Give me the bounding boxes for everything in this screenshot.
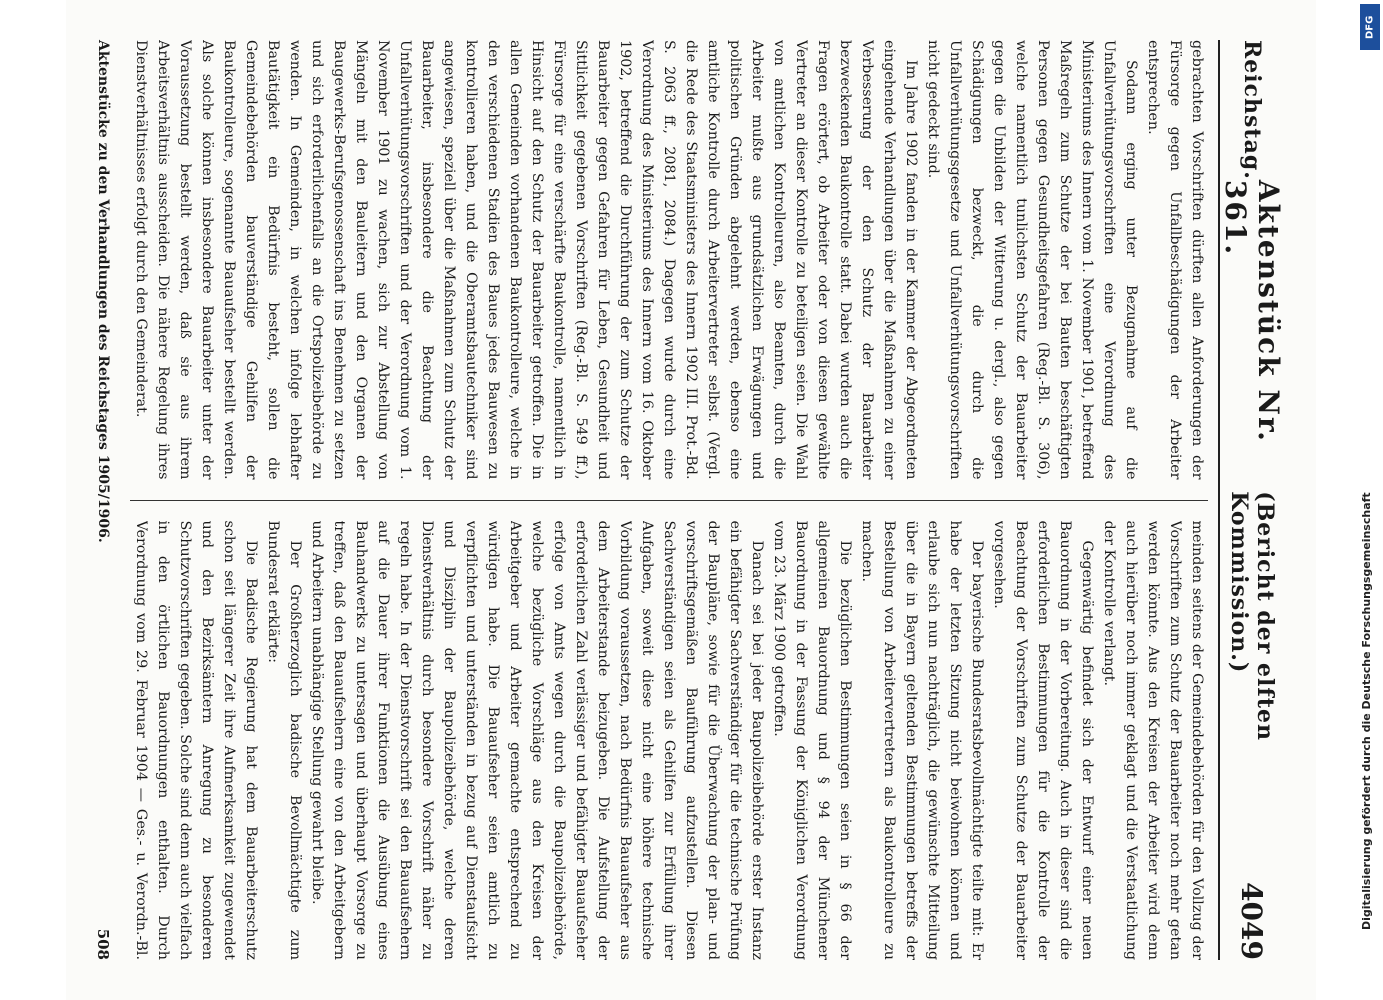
right-column — [130, 521, 1208, 961]
paragraph: Sodann erging unter Bezugnahme auf die Unfallverhütungsvorschriften eine Verordnung des Ministeriums des Innern vom 1. November 1901, betreffend Maßregeln zum Schutze der bei Bauten beschäftigten Personen gegen Gesundheitsgefahren (Reg.-Bl. S. 306), welche namentlich tunlichsten Schutz der Bauarbeiter gegen die Unbilden der Witterung u. dergl., also gegen Schädigungen bezweckt, die durch die Unfallverhütungsgesetze und Unfallverhütungsvorschriften nicht gedeckt sind. — [925, 40, 1139, 480]
paragraph: meinden seitens der Gemeindebehörden für den Vollzug der Vorschriften zum Schutz der Bauarbeiter noch mehr getan werden könnte. Aus den Kreisen der Arbeiter wird denn auch hierüber noch immer geklagt und die Verstaatlichung der Kontrolle verlangt. — [1101, 520, 1205, 960]
header-rule — [1218, 40, 1220, 960]
paragraph: Die bezüglichen Bestimmungen seien in § 66 der allgemeinen Bauordnung und § 94 der Münchener Bauordnung in der Fassung der Königlichen Verordnung vom 23. März 1900 getroffen. — [771, 520, 853, 960]
paragraph: Der bayerische Bundesratsbevollmächtigte teilte mit: Er habe der letzten Sitzung nicht beiwohnen können und erlaube sich nun nachträglich, die gewünschte Mitteilung über die in Bayern geltenden Bestimmungen betreffs der Bestellung von Arbeitervertretern als Baukontrolleure zu machen. — [859, 520, 985, 960]
header-title: Aktenstück Nr. 361. — [1219, 179, 1285, 443]
page-number: 4049 — [1235, 882, 1269, 960]
left-column — [130, 40, 1208, 480]
page-footer — [88, 40, 118, 960]
digitization-credit — [1338, 0, 1382, 1000]
footer-number: 508 — [94, 928, 112, 960]
scanned-page — [66, 0, 1316, 1000]
paragraph: Gegenwärtig befindet sich der Entwurf einer neuen Bauordnung in der Vorbereitung. Auch in dieser sind die erforderlichen Bestimmungen für die Kontrolle der Beachtung der Vorschriften zum Schutze der Bauarbeiter vorgesehen. — [991, 520, 1095, 960]
header-left: Reichstag. — [1239, 40, 1265, 180]
credit-text: Digitalisierung gefördert durch die Deutsche Forschungsgemeinschaft — [1360, 492, 1373, 930]
paragraph: Die Badische Regierung hat dem Bauarbeiterschutz schon seit längerer Zeit ihre Aufmerksamkeit zugewendet und den Bezirksämtern Anregung zu besonderen Schutzvorschriften gegeben. Solche sind denn auch vielfach in den örtlichen Bauordnungen enthalten. Durch Verordnung vom 29. Februar 1904 — Ges.- u. Verordn.-Bl. — [133, 520, 259, 960]
paragraph: Danach sei bei jeder Baupolizeibehörde erster Instanz ein befähigter Sachverständiger für die technische Prüfung der Baupläne, sowie für die Überwachung der plan- und vorschriftsgemäßen Bauführung aufzustellen. Diesen Sachverständigen seien als Gehilfen zur Erfüllung ihrer Aufgaben, soweit diese nicht eine höhere technische Vorbildung voraussetzen, nach Bedürfnis Bauaufseher aus dem Arbeiterstande beizugeben. Die Aufstellung der erforderlichen Zahl verlässiger und befähigter Bauaufseher erfolge von Amts wegen durch die Baupolizeibehörde, welche bezügliche Vorschläge aus den Kreisen der Arbeitgeber und Arbeiter gemachte entsprechend zu würdigen habe. Die Bauaufseher seien amtlich zu verpflichten und unterständen in bezug auf Dienstaufsicht und Disziplin der Baupolizeibehörde, welche deren Dienstverhältnis durch besondere Vorschrift näher zu regeln habe. In der Dienstvorschrift sei den Bauaufsehern auf die Dauer ihrer Funktionen die Ausübung eines Bauhandwerks zu untersagen und überhaupt Vorsorge zu treffen, daß den Bauaufsehern eine von den Arbeitgebern und Arbeitern unabhängige Stellung gewahrt bleibe. — [309, 520, 765, 960]
text-columns — [130, 40, 1208, 960]
dfg-logo: DFG — [1360, 4, 1380, 50]
paragraph: gebrachten Vorschriften dürften allen Anforderungen der Fürsorge gegen Unfallbeschädigungen der Arbeiter entsprechen. — [1145, 40, 1205, 480]
paragraph: Im Jahre 1902 fanden in der Kammer der Abgeordneten eingehende Verhandlungen über die Maßnahmen zu einer Verbesserung der den Schutz der Bauarbeiter bezweckenden Baukontrolle statt. Dabei wurden auch die Fragen erörtert, ob Arbeiter oder von diesen gewählte Vertreter an dieser Kontrolle zu beteiligen seien. Die Wahl von amtlichen Kontrolleuren, also Beamten, durch die Arbeiter mußte aus grundsätzlichen Erwägungen und politischen Gründen abgelehnt werden, ebenso eine amtliche Kontrolle durch Arbeitervertreter selbst. (Vergl. die Rede des Staatsministers des Innern 1902 III. Prot.-Bd. S. 2063 ff., 2081, 2084.) Dagegen wurde durch eine Verordnung des Ministeriums des Innern vom 16. Oktober 1902, betreffend die Durchführung der zum Schutze der Bauarbeiter gegen Gefahren für Leben, Gesundheit und Sittlichkeit gegebenen Vorschriften (Reg.-Bl. S. 549 ff.), Fürsorge für eine verschärfte Baukontrolle, namentlich in Hinsicht auf den Schutz der Bauarbeiter getroffen. Die in allen Gemeinden vorhandenen Baukontrolleure, welche in den verschiedenen Stadien des Baues jedes Bauwesen zu kontrollieren haben, und die Oberamtsbautechniker sind angewiesen, speziell über die Maßnahmen zum Schutz der Bauarbeiter, insbesondere die Beachtung der Unfallverhütungsvorschriften und der Verordnung vom 1. November 1901 zu wachen, sich zur Abstellung von Mängeln mit den Bauleitern und den Organen der Baugewerks-Berufsgenossenschaft ins Benehmen zu setzen und sich erforderlichenfalls an die Ortspolizeibehörde zu wenden. In Gemeinden, in welchen infolge lebhafter Bautätigkeit ein Bedürfnis besteht, sollen die Gemeindebehörden bauverständige Gehilfen der Baukontrolleure, sogenannte Bauaufseher bestellt werden. Als solche können insbesondere Bauarbeiter unter der Voraussetzung bestellt werden, daß sie aus ihrem Arbeitsverhältnis ausscheiden. Die nähere Regelung ihres Dienstverhältnisses erfolgt durch den Gemeinderat. — [133, 40, 919, 480]
header-subtitle: (Bericht der elften Kommission.) — [1226, 491, 1278, 741]
column-divider — [130, 500, 1208, 501]
footer-signature: Aktenstücke zu den Verhandlungen des Reichstages 1905/1906. — [95, 40, 111, 543]
paragraph: Der Großherzoglich badische Bevollmächtigte zum Bundesrat erklärte: — [265, 520, 303, 960]
page-header — [1219, 40, 1285, 960]
